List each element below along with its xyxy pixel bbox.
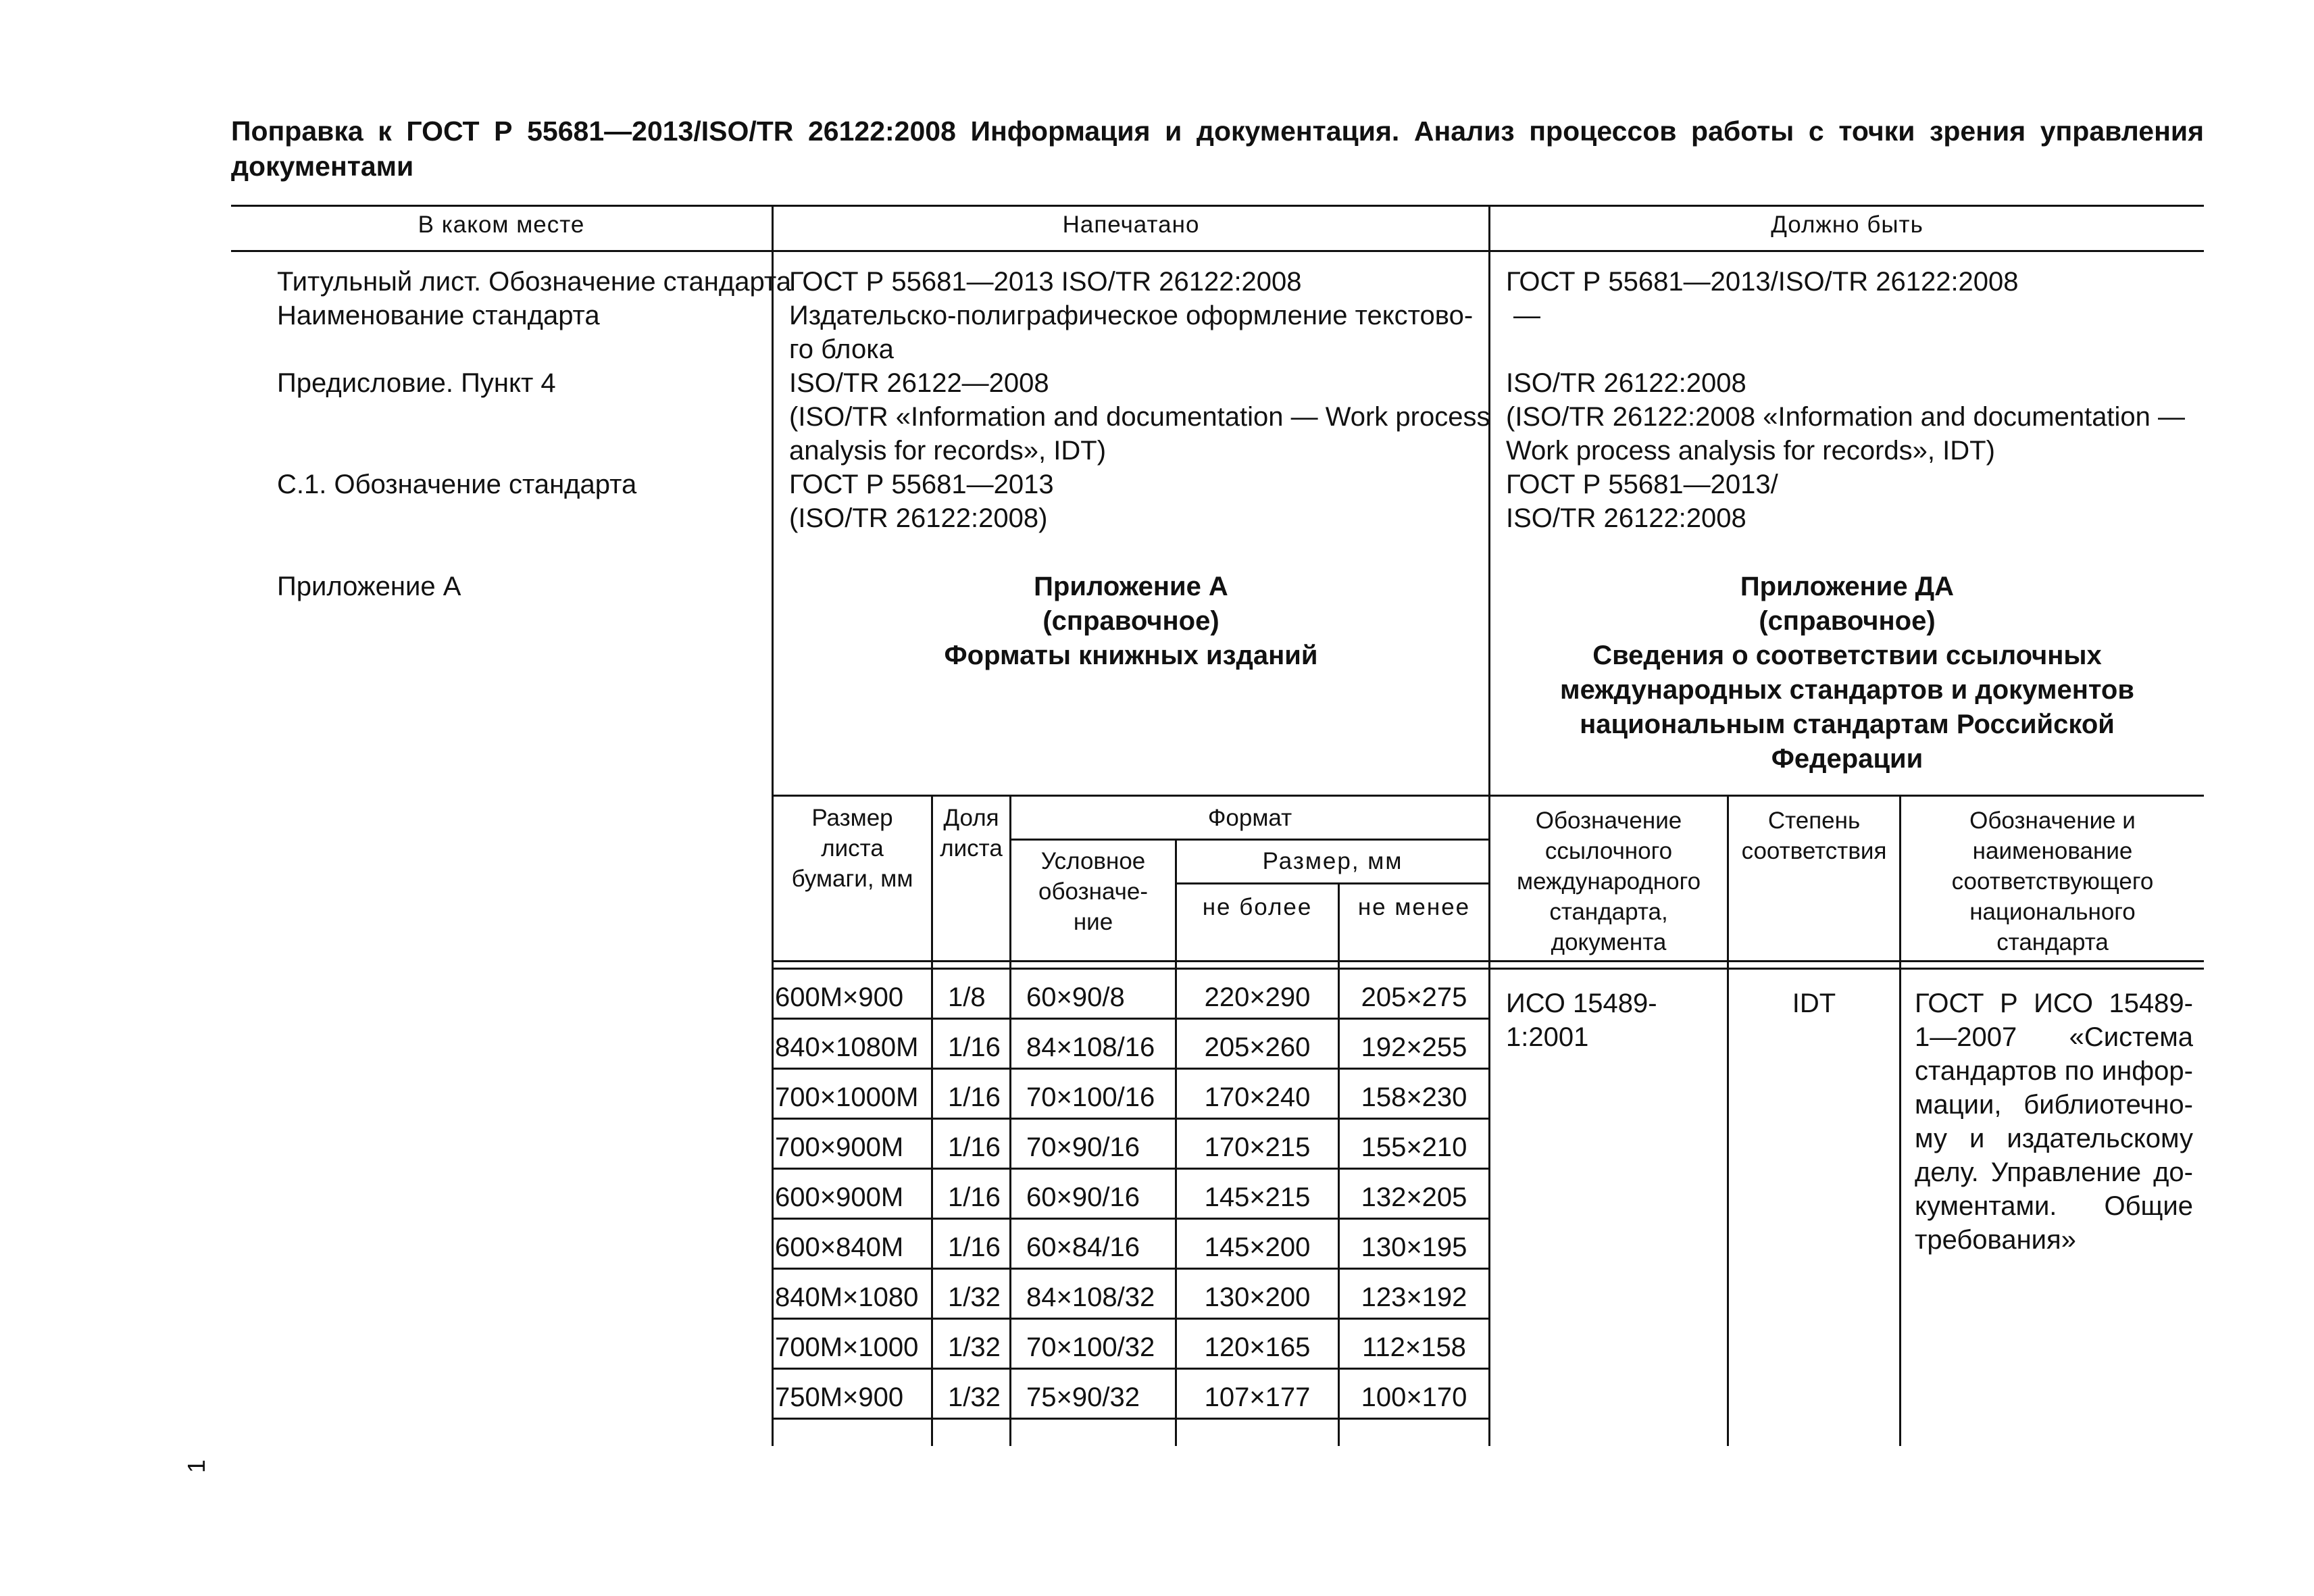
header-bottom-rule: [231, 250, 2204, 252]
format-row-rule: [772, 1068, 1488, 1070]
where-appendix: Приложение А: [277, 572, 461, 601]
appendix-a-title: Приложение А: [1034, 572, 1228, 601]
share-cell: 1/16: [948, 1032, 1001, 1062]
appendix-a-type: (справочное): [1042, 606, 1219, 636]
min-size-cell: 132×205: [1361, 1182, 1467, 1212]
sheet-size-cell: 840М×1080: [775, 1282, 919, 1312]
format-table-left-edge: [772, 968, 774, 1446]
share-cell: 1/32: [948, 1382, 1001, 1412]
format-row-rule: [772, 1418, 1488, 1420]
printed-foreword-line-3: analysis for records», IDT): [789, 436, 1107, 466]
subheader-bottom-rule-a: [772, 960, 2204, 962]
header-ref-designation: Обозначение ссылочного международного стандарта, документа: [1516, 807, 1701, 955]
share-cell: 1/8: [948, 982, 986, 1012]
degree-value: IDT: [1792, 989, 1836, 1018]
appendix-da-name-line-3: национальным стандартам Российской: [1580, 709, 2115, 739]
conventional-cell: 60×90/8: [1026, 982, 1125, 1012]
printed-page-1-line-2: (ISO/TR 26122:2008): [789, 503, 1048, 533]
correct-title-page: ГОСТ Р 55681—2013/ISO/TR 26122:2008: [1506, 267, 2019, 297]
printed-title-page: ГОСТ Р 55681—2013 ISO/TR 26122:2008: [789, 267, 1302, 297]
min-size-cell: 192×255: [1361, 1032, 1467, 1062]
max-size-cell: 120×165: [1204, 1332, 1311, 1362]
where-standard-name: Наименование стандарта: [277, 301, 600, 330]
column-header-should-be: Должно быть: [1771, 211, 1923, 238]
share-cell: 1/16: [948, 1182, 1001, 1212]
where-page-1: С.1. Обозначение стандарта: [277, 470, 637, 499]
correct-standard-name: —: [1513, 301, 1540, 330]
appendix-a-name: Форматы книжных изданий: [944, 641, 1318, 670]
min-size-cell: 158×230: [1361, 1082, 1467, 1112]
page-number: 1: [182, 1459, 210, 1473]
max-size-cell: 220×290: [1204, 982, 1311, 1012]
max-size-cell: 170×240: [1204, 1082, 1311, 1112]
appendix-heading-rule: [772, 795, 2204, 797]
conventional-cell: 70×90/16: [1026, 1132, 1140, 1162]
table-top-rule: [231, 205, 2204, 207]
subheader-bottom-rule-b: [772, 968, 2204, 970]
conventional-cell: 60×84/16: [1026, 1232, 1140, 1262]
format-header-rule: [1009, 839, 1488, 841]
printed-appendix-heading: [774, 570, 1488, 673]
header-degree: Степень соответствия: [1741, 807, 1887, 864]
appendix-da-name-line-2: международных стандартов и документов: [1560, 675, 2134, 705]
correct-foreword-line-2: (ISO/TR 26122:2008 «Information and documentation —: [1506, 402, 2186, 432]
format-row-rule: [772, 1368, 1488, 1370]
header-size-mm: Размер, мм: [1262, 848, 1403, 874]
column-header-where: В каком месте: [418, 211, 585, 238]
format-divider-size: [1338, 882, 1340, 1446]
correct-page-1-line-1: ГОСТ Р 55681—2013/: [1506, 470, 1778, 499]
min-size-cell: 100×170: [1361, 1382, 1467, 1412]
where-foreword: Предисловие. Пункт 4: [277, 368, 556, 398]
document-title: Поправка к ГОСТ Р 55681—2013/ISO/TR 26122:2008 Информация и документация. Анализ процессов работы с точки зрения управления документами: [231, 116, 2204, 182]
appendix-da-name-line-4: Федерации: [1771, 744, 1923, 774]
printed-standard-name-line-2: го блока: [789, 334, 894, 364]
format-row-rule: [772, 1218, 1488, 1220]
share-cell: 1/16: [948, 1082, 1001, 1112]
header-min: не менее: [1357, 894, 1471, 920]
sheet-size-cell: 600×840М: [775, 1232, 904, 1262]
max-size-cell: 170×215: [1204, 1132, 1311, 1162]
max-size-cell: 205×260: [1204, 1032, 1311, 1062]
min-size-cell: 112×158: [1362, 1332, 1466, 1362]
conventional-cell: 60×90/16: [1026, 1182, 1140, 1212]
correct-appendix-heading: [1490, 570, 2204, 776]
conventional-cell: 84×108/32: [1026, 1282, 1155, 1312]
column-header-printed: Напечатано: [1062, 211, 1200, 238]
max-size-cell: 130×200: [1204, 1282, 1311, 1312]
sheet-size-cell: 600×900М: [775, 1182, 904, 1212]
header-sheet-size: Размер листа бумаги, мм: [791, 805, 913, 892]
size-header-rule: [1175, 882, 1488, 884]
sheet-size-cell: 600М×900: [775, 982, 904, 1012]
printed-standard-name-line-1: Издательско-полиграфическое оформление текстово-: [789, 301, 1474, 330]
format-row-rule: [772, 1168, 1488, 1170]
printed-foreword-line-1: ISO/TR 26122—2008: [789, 368, 1049, 398]
share-cell: 1/16: [948, 1232, 1001, 1262]
appendix-da-type: (справочное): [1759, 606, 1936, 636]
header-max: не более: [1202, 894, 1313, 920]
format-row-rule: [772, 1268, 1488, 1270]
conventional-cell: 70×100/32: [1026, 1332, 1155, 1362]
min-size-cell: 130×195: [1361, 1232, 1467, 1262]
printed-page-1-line-1: ГОСТ Р 55681—2013: [789, 470, 1054, 499]
min-size-cell: 205×275: [1361, 982, 1467, 1012]
correct-page-1-line-2: ISO/TR 26122:2008: [1506, 503, 1746, 533]
conventional-cell: 84×108/16: [1026, 1032, 1155, 1062]
sheet-size-cell: 700М×1000: [775, 1332, 919, 1362]
format-row-rule: [772, 1018, 1488, 1020]
conventional-cell: 70×100/16: [1026, 1082, 1155, 1112]
appendix-da-name-line-1: Сведения о соответствии ссылочных: [1592, 641, 2102, 670]
correspondence-divider-degree: [1727, 795, 1729, 1446]
max-size-cell: 145×215: [1204, 1182, 1311, 1212]
ref-standard: ИСО 15489- 1:2001: [1506, 989, 1657, 1052]
header-national: Обозначение и наименование соответствующего национального стандарта: [1951, 807, 2154, 955]
share-cell: 1/16: [948, 1132, 1001, 1162]
format-divider-sheet: [931, 795, 933, 1446]
sheet-size-cell: 840×1080М: [775, 1032, 919, 1062]
sheet-size-cell: 700×900М: [775, 1132, 904, 1162]
share-cell: 1/32: [948, 1282, 1001, 1312]
min-size-cell: 123×192: [1361, 1282, 1467, 1312]
conventional-cell: 75×90/32: [1026, 1382, 1140, 1412]
sheet-size-cell: 700×1000М: [775, 1082, 919, 1112]
correct-foreword-line-3: Work process analysis for records», IDT): [1506, 436, 1995, 466]
header-format: Формат: [1207, 805, 1292, 831]
national-standard: ГОСТ Р ИСО 15489- 1—2007 «Система стандартов по инфор- мации, библиотечно- му и издательскому делу. Управление до- кументами. Общие требования»: [1915, 989, 2193, 1255]
where-title-page: Титульный лист. Обозначение стандарта: [277, 267, 791, 297]
sheet-size-cell: 750М×900: [775, 1382, 904, 1412]
max-size-cell: 107×177: [1204, 1382, 1311, 1412]
header-share: Доля листа: [940, 805, 1003, 862]
min-size-cell: 155×210: [1361, 1132, 1467, 1162]
max-size-cell: 145×200: [1204, 1232, 1311, 1262]
header-conventional: Условное обозначе- ние: [1038, 848, 1148, 935]
printed-foreword-line-2: (ISO/TR «Information and documentation — Work process: [789, 402, 1490, 432]
appendix-da-title: Приложение ДА: [1740, 572, 1955, 601]
correct-foreword-line-1: ISO/TR 26122:2008: [1506, 368, 1746, 398]
share-cell: 1/32: [948, 1332, 1001, 1362]
format-row-rule: [772, 1318, 1488, 1320]
format-row-rule: [772, 1118, 1488, 1120]
